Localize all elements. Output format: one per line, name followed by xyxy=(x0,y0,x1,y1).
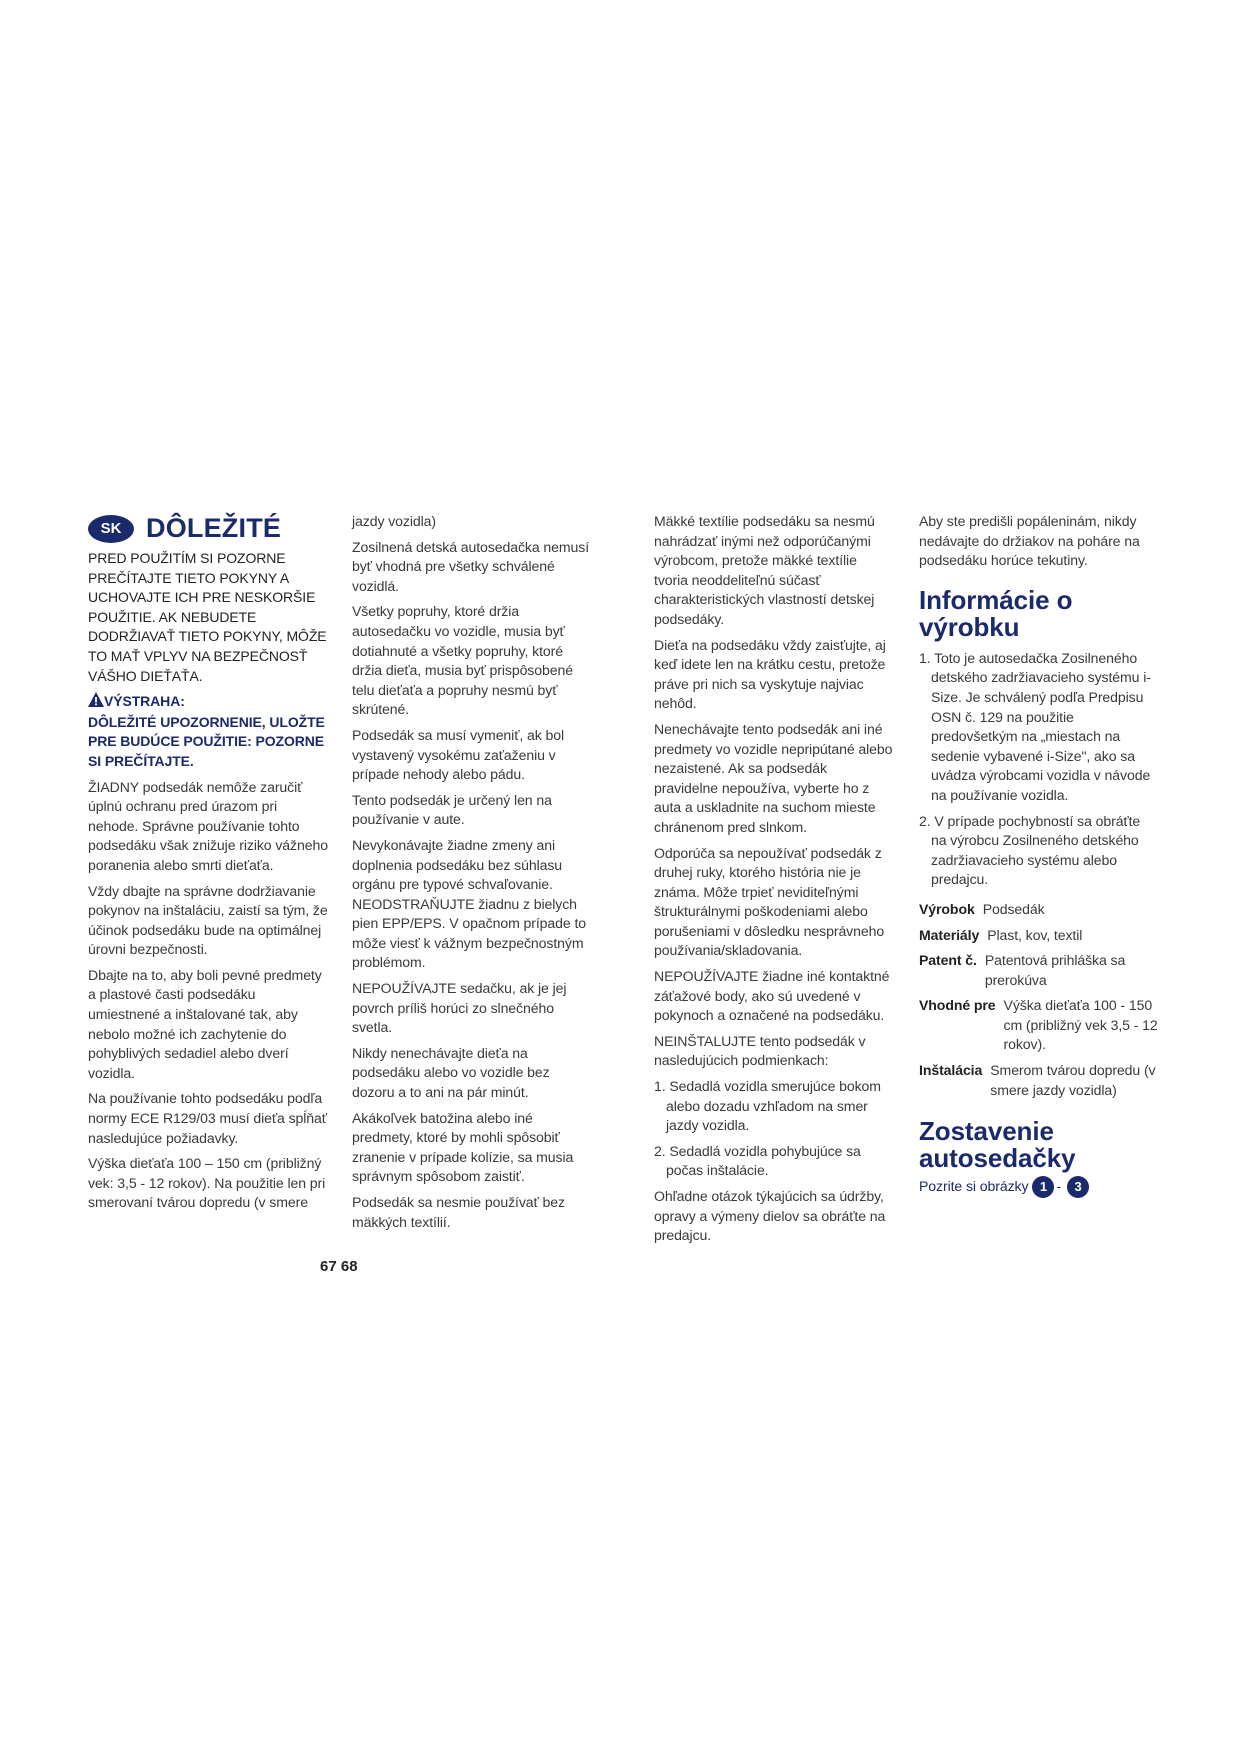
paragraph: Výška dieťaťa 100 – 150 cm (približný vek: 3,5 - 12 rokov). Na použitie len pri smerovaní tvárou dopredu (v smere xyxy=(88,1155,326,1211)
spec-key: Inštalácia xyxy=(919,1062,983,1079)
paragraph: Nevykonávajte žiadne zmeny ani doplnenia podsedáku bez súhlasu orgánu pre typové schvaľovanie. NEODSTRAŇUJTE žiadnu z bielych pien EPP/EPS. V opačnom prípade to môže viesť k vážnym bezpečnostným problémom. xyxy=(352,836,586,971)
figure-number-badge: 3 xyxy=(1067,1176,1089,1198)
paragraph: Vždy dbajte na správne dodržiavanie pokynov na inštaláciu, zaistí sa tým, že účinok podsedáku bude na optimálnej úrovni bezpečnosti. xyxy=(88,882,328,958)
spec-row xyxy=(919,900,1159,920)
figure-reference xyxy=(919,1176,1159,1198)
paragraph: NEPOUŽÍVAJTE sedačku, ak je jej povrch príliš horúci zo slnečného svetla. xyxy=(352,980,567,1036)
spec-value: Smerom tvárou dopredu (v smere jazdy vozidla) xyxy=(990,1062,1156,1098)
paragraph: Odporúča sa nepoužívať podsedák z druhej ruky, ktorého história nie je známa. Môže trpieť neviditeľnými štrukturálnymi poškodeniami alebo porušeniami v dôsledku nesprávneho používania/skladovania. xyxy=(654,844,885,959)
info-list xyxy=(919,649,1159,890)
paragraph: Akákoľvek batožina alebo iné predmety, ktoré by mohli spôsobiť zranenie v prípade kolízie, sa musia správnym spôsobom zaistiť. xyxy=(352,1109,574,1185)
warning-triangle-icon xyxy=(88,692,104,713)
spec-value: Podsedák xyxy=(982,900,1045,917)
page-title: DÔLEŽITÉ xyxy=(146,513,282,544)
warning-text: DÔLEŽITÉ UPOZORNENIE, ULOŽTE PRE BUDÚCE POUŽITIE: POZORNE SI PREČÍTAJTE. xyxy=(88,713,325,769)
figure-reference-text: Pozrite si obrázky xyxy=(919,1178,1029,1195)
product-info-heading: Informácie o výrobku xyxy=(919,584,1073,642)
section-header xyxy=(88,515,328,543)
spec-value: Patentová prihláška sa prerokúva xyxy=(984,952,1126,988)
spec-key: Vhodné pre xyxy=(919,997,996,1014)
warning-title: VÝSTRAHA: xyxy=(104,693,185,710)
paragraph: Na používanie tohto podsedáku podľa normy ECE R129/03 musí dieťa spĺňať nasledujúce požiadavky. xyxy=(88,1090,327,1146)
paragraph: Podsedák sa nesmie používať bez mäkkých textílií. xyxy=(352,1194,565,1230)
paragraph: jazdy vozidla) xyxy=(352,513,436,529)
list-item: 2. Sedadlá vozidla pohybujúce sa počas inštalácie. xyxy=(654,1142,861,1179)
spec-value: Výška dieťaťa 100 - 150 cm (približný vek 3,5 - 12 rokov). xyxy=(1003,997,1158,1053)
list-item: 1. Toto je autosedačka Zosilneného detského zadržiavacieho systému i-Size. Je schválený podľa Predpisu OSN č. 129 na použitie predovšetkým na „miestach na sedenie vybavené i-Size", ako sa uvádza výrobcami vozidla v návode na používanie vozidla. xyxy=(919,649,1151,803)
spec-row xyxy=(919,951,1159,990)
paragraph: Tento podsedák je určený len na používanie v aute. xyxy=(352,791,552,828)
paragraph: Všetky popruhy, ktoré držia autosedačku vo vozidle, musia byť dotiahnuté a všetky popruhy, ktoré držia dieťa, musia byť prispôsobené telu dieťaťa a popruhy nesmú byť skrútené. xyxy=(352,603,573,718)
paragraph: Aby ste predišli popáleninám, nikdy nedávajte do držiakov na poháre na podsedáku horúce tekutiny. xyxy=(919,513,1140,569)
spec-value: Plast, kov, textil xyxy=(987,926,1083,943)
paragraph: Zosilnená detská autosedačka nemusí byť vhodná pre všetky schválené vozidlá. xyxy=(352,538,590,594)
condition-list xyxy=(654,1077,894,1181)
page-numbers: 67 68 xyxy=(320,1258,358,1275)
paragraph: Podsedák sa musí vymeniť, ak bol vystavený vysokému zaťaženiu v prípade nehody alebo pádu. xyxy=(352,726,565,783)
paragraph: NEPOUŽÍVAJTE žiadne iné kontaktné záťažové body, ako sú uvedené v pokynoch a označené na podsedáku. xyxy=(654,968,890,1024)
paragraph: Dieťa na podsedáku vždy zaisťujte, aj keď idete len na krátku cestu, pretože práve pri nich sa vyskytuje najviac nehôd. xyxy=(654,636,886,712)
spec-row xyxy=(919,926,1159,946)
paragraph: Nikdy nenechávajte dieťa na podsedáku alebo vo vozidle bez dozoru a to ani na pár minút. xyxy=(352,1044,550,1101)
spec-key: Výrobok xyxy=(919,900,975,917)
spec-row xyxy=(919,996,1159,1055)
paragraph: NEINŠTALUJTE tento podsedák v nasledujúcich podmienkach: xyxy=(654,1032,866,1069)
paragraph: Ohľadne otázok týkajúcich sa údržby, opravy a výmeny dielov sa obráťte na predajcu. xyxy=(654,1188,886,1244)
spec-key: Patent č. xyxy=(919,952,977,969)
language-badge: SK xyxy=(88,515,134,543)
column-1 xyxy=(88,515,328,1219)
list-item: 2. V prípade pochybností sa obráťte na výrobcu Zosilneného detského zadržiavacieho systému alebo predajcu. xyxy=(919,812,1141,888)
column-3 xyxy=(654,512,894,1252)
column-2 xyxy=(352,512,592,1238)
column-4 xyxy=(919,512,1159,1198)
paragraph: Nenechávajte tento podsedák ani iné predmety vo vozidle nepripútané alebo nezaistené. Ak sa podsedák pravidelne nepoužíva, vyberte ho z auta a uskladnite na suchom mieste chránenom pred slnkom. xyxy=(654,720,893,835)
paragraph: Dbajte na to, aby boli pevné predmety a plastové časti podsedáku umiestnené a inštalované tak, aby nebolo možné ich zachytenie do pohyblivých sedadiel alebo dverí vozidla. xyxy=(88,966,322,1081)
warning-block xyxy=(88,692,328,771)
spec-key: Materiály xyxy=(919,926,980,943)
range-dash: - xyxy=(1056,1178,1062,1195)
paragraph: Mäkké textílie podsedáku sa nesmú nahrádzať inými než odporúčanými výrobcom, pretože mäkké textílie tvoria neoddeliteľnú súčasť charakteristických vlastností detskej podsedáky. xyxy=(654,513,875,627)
paragraph: ŽIADNY podsedák nemôže zaručiť úplnú ochranu pred úrazom pri nehode. Správne používanie tohto podsedáku však znižuje riziko vážneho poranenia alebo smrti dieťaťa. xyxy=(88,778,328,873)
figure-number-badge: 1 xyxy=(1032,1176,1054,1198)
intro-caps: PRED POUŽITÍM SI POZORNE PREČÍTAJTE TIETO POKYNY A UCHOVAJTE ICH PRE NESKORŠIE POUŽITIE. AK NEBUDETE DODRŽIAVAŤ TIETO POKYNY, MÔŽE TO MAŤ VPLYV NA BEZPEČNOSŤ VÁŠHO DIEŤAŤA. xyxy=(88,550,327,684)
spec-table xyxy=(919,900,1159,1100)
assembly-heading: Zostavenie autosedačky xyxy=(919,1116,1076,1174)
list-item: 1. Sedadlá vozidla smerujúce bokom alebo dozadu vzhľadom na smer jazdy vozidla. xyxy=(654,1078,881,1134)
spec-row xyxy=(919,1061,1159,1100)
